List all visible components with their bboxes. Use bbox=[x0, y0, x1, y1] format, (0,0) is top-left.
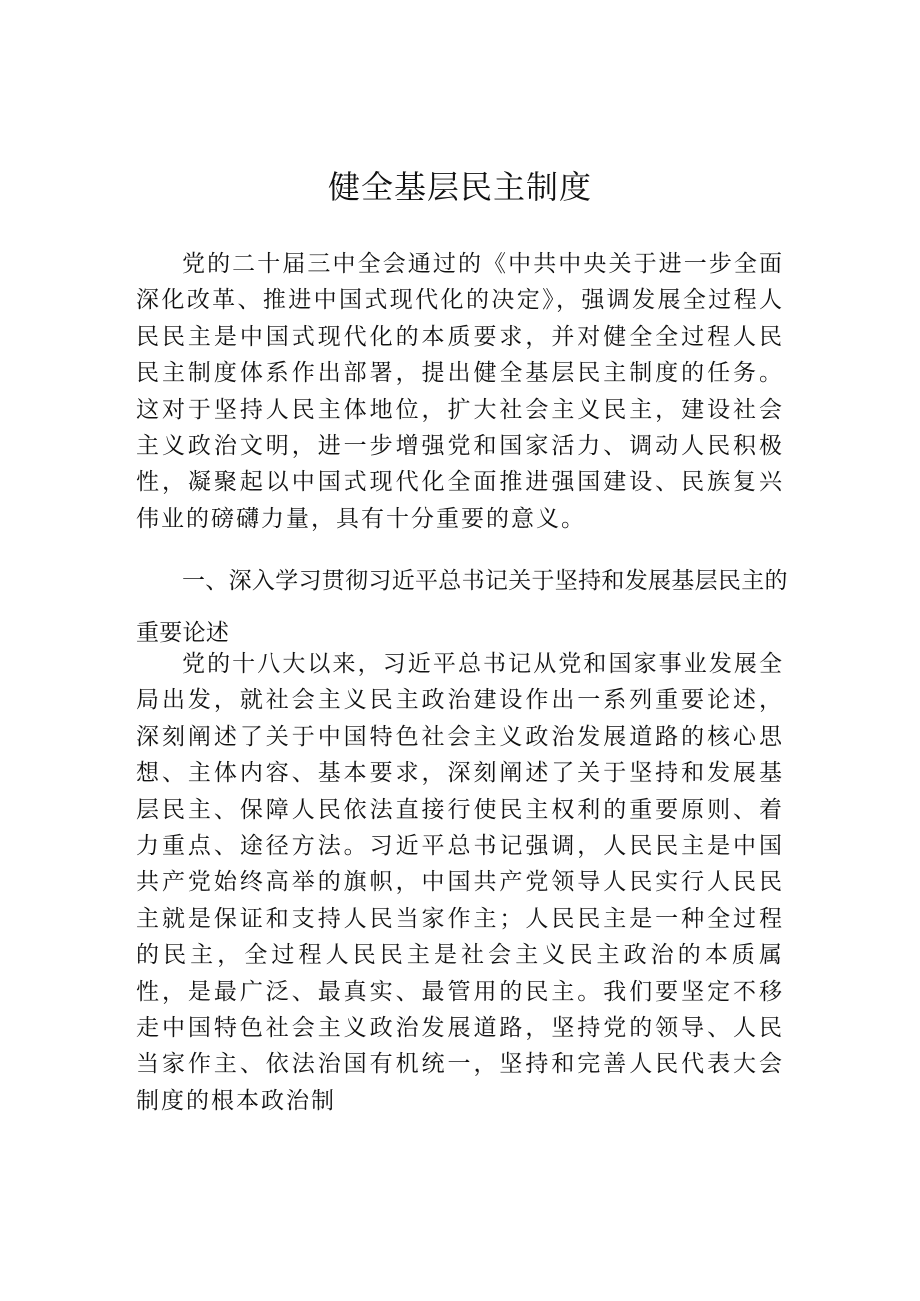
paragraph-section-1: 党的十八大以来，习近平总书记从党和国家事业发展全局出发，就社会主义民主政治建设作出一系列重要论述，深刻阐述了关于中国特色社会主义政治发展道路的核心思想、主体内容、基本要求，深刻阐述了关于坚持和发展基层民主、保障人民依法直接行使民主权利的重要原则、着力重点、途径方法。习近平总书记强调，人民民主是中国共产党始终高举的旗帜，中国共产党领导人民实行人民民主就是保证和支持人民当家作主；人民民主是一种全过程的民主，全过程人民民主是社会主义民主政治的本质属性，是最广泛、最真实、最管用的民主。我们要坚定不移走中国特色社会主义政治发展道路，坚持党的领导、人民当家作主、依法治国有机统一，坚持和完善人民代表大会制度的根本政治制 bbox=[136, 651, 784, 1114]
document-title: 健全基层民主制度 bbox=[327, 168, 592, 206]
section-heading-1: 一、深入学习贯彻习近平总书记关于坚持和发展基层民主的重要论述 bbox=[136, 568, 788, 646]
paragraph-intro: 党的二十届三中全会通过的《中共中央关于进一步全面深化改革、推进中国式现代化的决定》，强调发展全过程人民民主是中国式现代化的本质要求，并对健全全过程人民民主制度体系作出部署，提出健全基层民主制度的任务。这对于坚持人民主体地位，扩大社会主义民主，建设社会主义政治文明，进一步增强党和国家活力、调动人民积极性，凝聚起以中国式现代化全面推进强国建设、民族复兴伟业的磅礴力量，具有十分重要的意义。 bbox=[136, 251, 784, 532]
